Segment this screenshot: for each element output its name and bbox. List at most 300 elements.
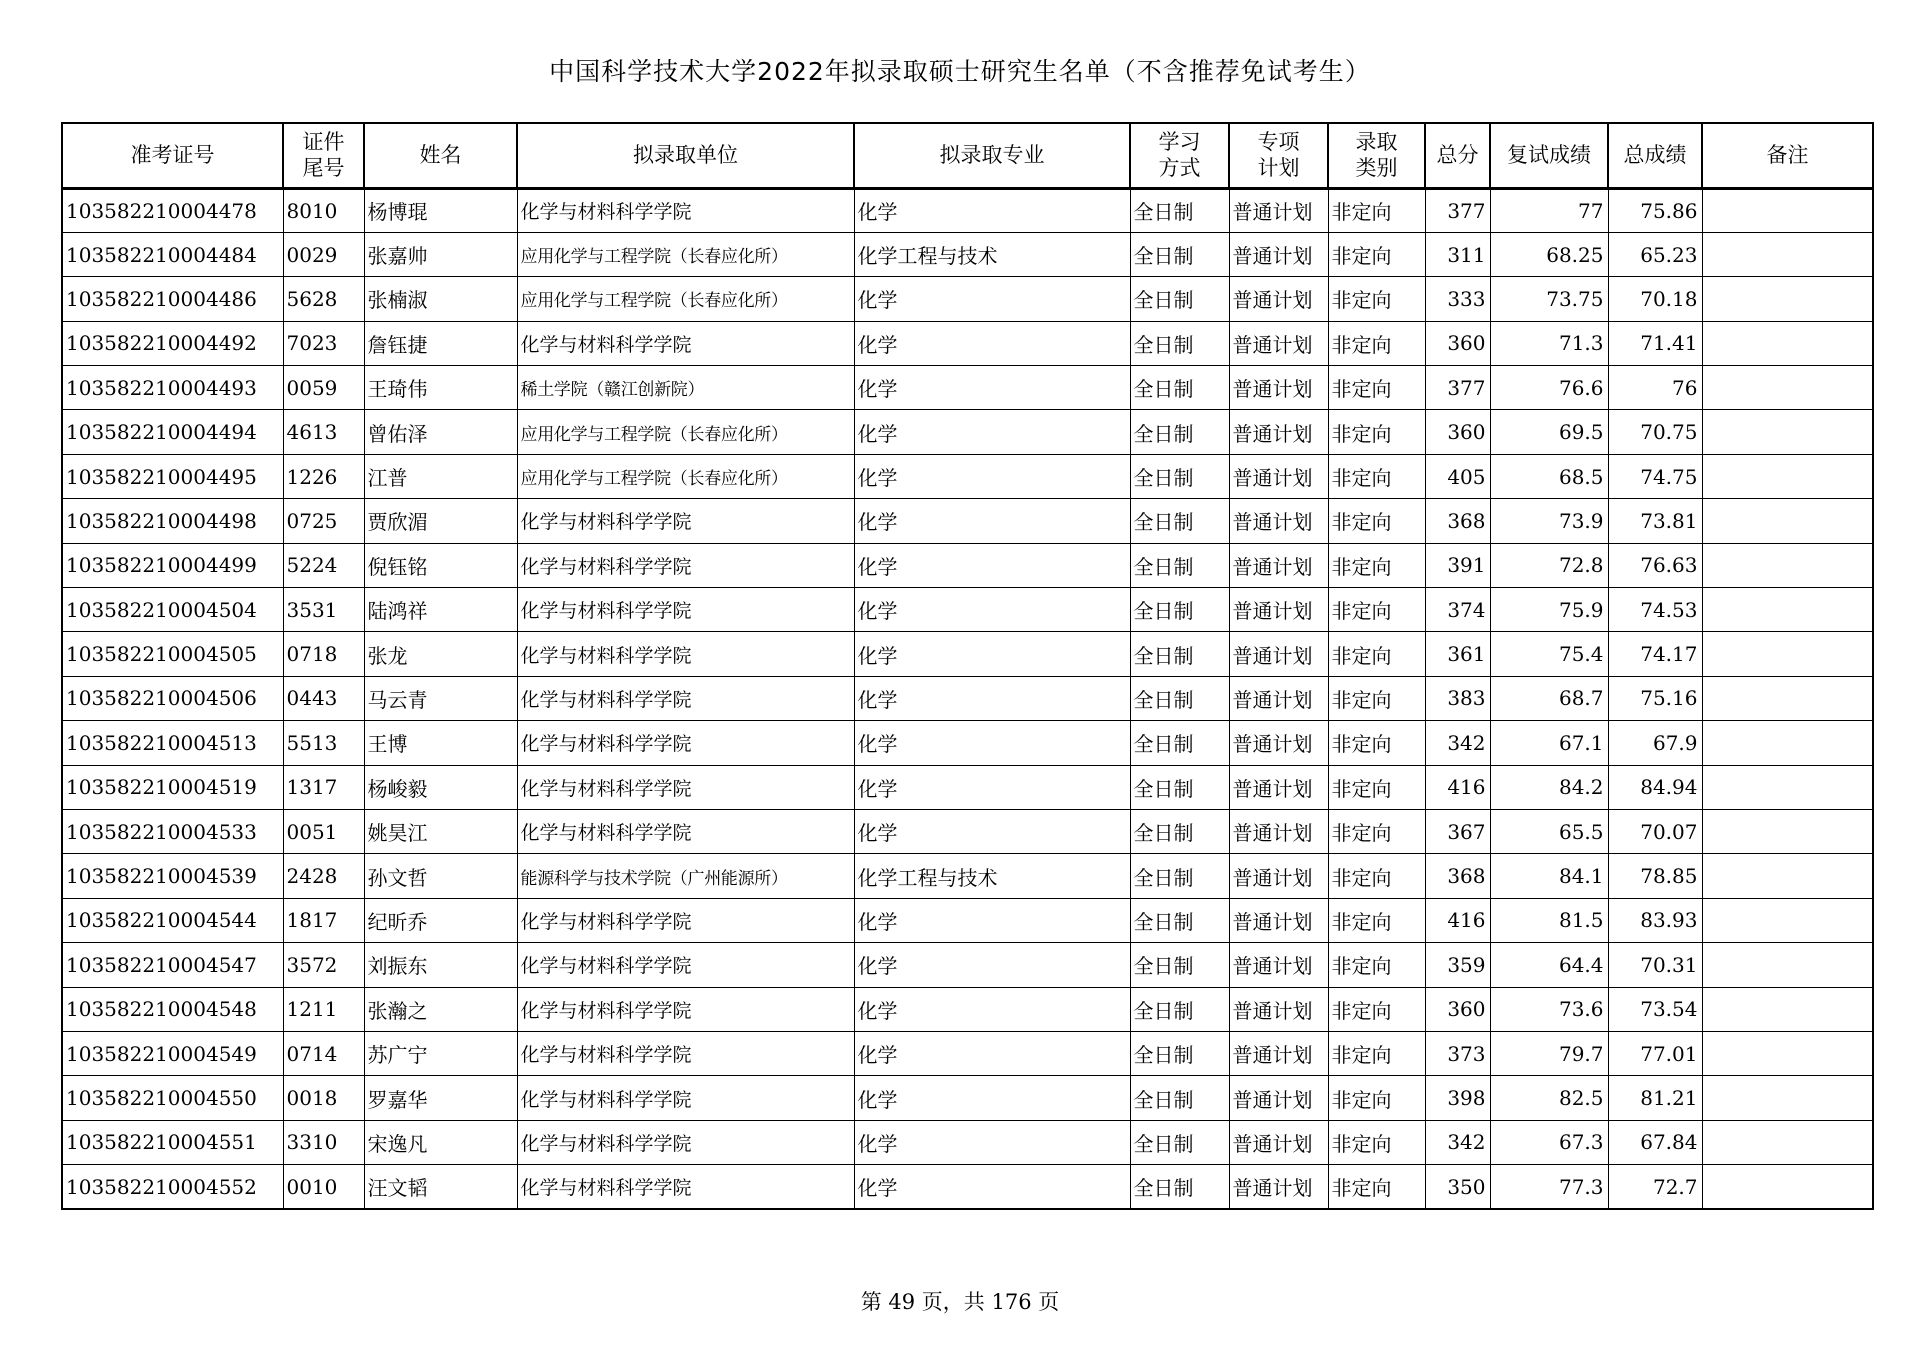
unit-cell: 应用化学与工程学院（长春应化所）: [517, 454, 854, 498]
table-row: [62, 676, 1873, 720]
remark-cell: [1702, 454, 1873, 498]
table-row: [62, 987, 1873, 1031]
name-cell: 倪钰铭: [364, 543, 517, 587]
admission-type-cell: 非定向: [1328, 588, 1425, 632]
id-suffix-cell: 1317: [283, 765, 364, 809]
final-score-cell: 78.85: [1608, 854, 1702, 898]
admission-type-cell: 非定向: [1328, 499, 1425, 543]
id-suffix-cell: 3531: [283, 588, 364, 632]
column-header: 总分: [1425, 123, 1490, 188]
table-row: [62, 765, 1873, 809]
admission-type-cell: 非定向: [1328, 277, 1425, 321]
admission-type-cell: 非定向: [1328, 410, 1425, 454]
table-row: [62, 543, 1873, 587]
exam-id-cell: 103582210004493: [62, 366, 283, 410]
study-mode-cell: 全日制: [1130, 1120, 1229, 1164]
major-cell: 化学: [854, 676, 1130, 720]
table-row: [62, 588, 1873, 632]
remark-cell: [1702, 499, 1873, 543]
major-cell: 化学: [854, 1076, 1130, 1120]
total-score-cell: 416: [1425, 765, 1490, 809]
retest-score-cell: 75.9: [1490, 588, 1608, 632]
name-cell: 王博: [364, 721, 517, 765]
study-mode-cell: 全日制: [1130, 1031, 1229, 1075]
id-suffix-cell: 0010: [283, 1165, 364, 1209]
unit-cell: 稀土学院（赣江创新院）: [517, 366, 854, 410]
retest-score-cell: 84.2: [1490, 765, 1608, 809]
study-mode-cell: 全日制: [1130, 1076, 1229, 1120]
unit-cell: 化学与材料科学学院: [517, 321, 854, 365]
exam-id-cell: 103582210004478: [62, 188, 283, 232]
id-suffix-cell: 2428: [283, 854, 364, 898]
retest-score-cell: 67.1: [1490, 721, 1608, 765]
table-row: [62, 232, 1873, 276]
unit-cell: 应用化学与工程学院（长春应化所）: [517, 410, 854, 454]
study-mode-cell: 全日制: [1130, 410, 1229, 454]
total-score-cell: 342: [1425, 721, 1490, 765]
admission-type-cell: 非定向: [1328, 632, 1425, 676]
final-score-cell: 73.54: [1608, 987, 1702, 1031]
special-plan-cell: 普通计划: [1229, 943, 1328, 987]
id-suffix-cell: 5513: [283, 721, 364, 765]
exam-id-cell: 103582210004506: [62, 676, 283, 720]
exam-id-cell: 103582210004539: [62, 854, 283, 898]
special-plan-cell: 普通计划: [1229, 898, 1328, 942]
column-header: 录取 类别: [1328, 123, 1425, 188]
special-plan-cell: 普通计划: [1229, 854, 1328, 898]
retest-score-cell: 81.5: [1490, 898, 1608, 942]
table-row: [62, 1120, 1873, 1164]
study-mode-cell: 全日制: [1130, 366, 1229, 410]
major-cell: 化学: [854, 410, 1130, 454]
total-score-cell: 361: [1425, 632, 1490, 676]
page-number: 第 49 页，共 176 页: [860, 1290, 1060, 1314]
special-plan-cell: 普通计划: [1229, 632, 1328, 676]
remark-cell: [1702, 1031, 1873, 1075]
name-cell: 马云青: [364, 676, 517, 720]
study-mode-cell: 全日制: [1130, 277, 1229, 321]
special-plan-cell: 普通计划: [1229, 543, 1328, 587]
major-cell: 化学: [854, 632, 1130, 676]
table-row: [62, 632, 1873, 676]
admission-type-cell: 非定向: [1328, 1031, 1425, 1075]
study-mode-cell: 全日制: [1130, 898, 1229, 942]
id-suffix-cell: 3572: [283, 943, 364, 987]
special-plan-cell: 普通计划: [1229, 410, 1328, 454]
total-score-cell: 416: [1425, 898, 1490, 942]
remark-cell: [1702, 1120, 1873, 1164]
study-mode-cell: 全日制: [1130, 632, 1229, 676]
total-score-cell: 311: [1425, 232, 1490, 276]
total-score-cell: 350: [1425, 1165, 1490, 1209]
name-cell: 罗嘉华: [364, 1076, 517, 1120]
total-score-cell: 360: [1425, 410, 1490, 454]
major-cell: 化学: [854, 188, 1130, 232]
retest-score-cell: 77: [1490, 188, 1608, 232]
name-cell: 苏广宁: [364, 1031, 517, 1075]
special-plan-cell: 普通计划: [1229, 987, 1328, 1031]
total-score-cell: 383: [1425, 676, 1490, 720]
name-cell: 姚昊江: [364, 809, 517, 853]
table-row: [62, 721, 1873, 765]
unit-cell: 化学与材料科学学院: [517, 809, 854, 853]
document-title: 中国科学技术大学2022年拟录取硕士研究生名单（不含推荐免试考生）: [549, 57, 1371, 86]
study-mode-cell: 全日制: [1130, 854, 1229, 898]
final-score-cell: 65.23: [1608, 232, 1702, 276]
id-suffix-cell: 0718: [283, 632, 364, 676]
exam-id-cell: 103582210004552: [62, 1165, 283, 1209]
unit-cell: 化学与材料科学学院: [517, 943, 854, 987]
name-cell: 刘振东: [364, 943, 517, 987]
id-suffix-cell: 7023: [283, 321, 364, 365]
name-cell: 张瀚之: [364, 987, 517, 1031]
unit-cell: 化学与材料科学学院: [517, 543, 854, 587]
special-plan-cell: 普通计划: [1229, 1120, 1328, 1164]
unit-cell: 化学与材料科学学院: [517, 1076, 854, 1120]
retest-score-cell: 73.6: [1490, 987, 1608, 1031]
table-row: [62, 943, 1873, 987]
study-mode-cell: 全日制: [1130, 321, 1229, 365]
special-plan-cell: 普通计划: [1229, 809, 1328, 853]
remark-cell: [1702, 588, 1873, 632]
exam-id-cell: 103582210004498: [62, 499, 283, 543]
id-suffix-cell: 8010: [283, 188, 364, 232]
final-score-cell: 71.41: [1608, 321, 1702, 365]
study-mode-cell: 全日制: [1130, 765, 1229, 809]
final-score-cell: 84.94: [1608, 765, 1702, 809]
total-score-cell: 391: [1425, 543, 1490, 587]
table-row: [62, 898, 1873, 942]
id-suffix-cell: 3310: [283, 1120, 364, 1164]
special-plan-cell: 普通计划: [1229, 277, 1328, 321]
remark-cell: [1702, 765, 1873, 809]
exam-id-cell: 103582210004513: [62, 721, 283, 765]
admission-type-cell: 非定向: [1328, 1076, 1425, 1120]
exam-id-cell: 103582210004549: [62, 1031, 283, 1075]
final-score-cell: 67.9: [1608, 721, 1702, 765]
special-plan-cell: 普通计划: [1229, 454, 1328, 498]
remark-cell: [1702, 1165, 1873, 1209]
major-cell: 化学: [854, 454, 1130, 498]
exam-id-cell: 103582210004547: [62, 943, 283, 987]
table-row: [62, 321, 1873, 365]
unit-cell: 应用化学与工程学院（长春应化所）: [517, 277, 854, 321]
unit-cell: 化学与材料科学学院: [517, 676, 854, 720]
major-cell: 化学工程与技术: [854, 232, 1130, 276]
admission-type-cell: 非定向: [1328, 721, 1425, 765]
retest-score-cell: 71.3: [1490, 321, 1608, 365]
study-mode-cell: 全日制: [1130, 543, 1229, 587]
major-cell: 化学: [854, 1165, 1130, 1209]
retest-score-cell: 77.3: [1490, 1165, 1608, 1209]
unit-cell: 化学与材料科学学院: [517, 632, 854, 676]
study-mode-cell: 全日制: [1130, 676, 1229, 720]
table-row: [62, 1031, 1873, 1075]
remark-cell: [1702, 721, 1873, 765]
admission-type-cell: 非定向: [1328, 366, 1425, 410]
unit-cell: 化学与材料科学学院: [517, 188, 854, 232]
column-header: 复试成绩: [1490, 123, 1608, 188]
final-score-cell: 74.53: [1608, 588, 1702, 632]
id-suffix-cell: 4613: [283, 410, 364, 454]
total-score-cell: 377: [1425, 366, 1490, 410]
id-suffix-cell: 1211: [283, 987, 364, 1031]
table-row: [62, 410, 1873, 454]
final-score-cell: 70.07: [1608, 809, 1702, 853]
total-score-cell: 333: [1425, 277, 1490, 321]
major-cell: 化学: [854, 943, 1130, 987]
special-plan-cell: 普通计划: [1229, 1076, 1328, 1120]
id-suffix-cell: 0443: [283, 676, 364, 720]
table-body: [62, 188, 1873, 1209]
major-cell: 化学: [854, 809, 1130, 853]
admission-type-cell: 非定向: [1328, 1165, 1425, 1209]
remark-cell: [1702, 676, 1873, 720]
exam-id-cell: 103582210004504: [62, 588, 283, 632]
final-score-cell: 72.7: [1608, 1165, 1702, 1209]
retest-score-cell: 65.5: [1490, 809, 1608, 853]
admission-type-cell: 非定向: [1328, 321, 1425, 365]
id-suffix-cell: 0059: [283, 366, 364, 410]
total-score-cell: 342: [1425, 1120, 1490, 1164]
unit-cell: 化学与材料科学学院: [517, 1031, 854, 1075]
retest-score-cell: 76.6: [1490, 366, 1608, 410]
major-cell: 化学工程与技术: [854, 854, 1130, 898]
remark-cell: [1702, 366, 1873, 410]
exam-id-cell: 103582210004494: [62, 410, 283, 454]
name-cell: 孙文哲: [364, 854, 517, 898]
remark-cell: [1702, 987, 1873, 1031]
exam-id-cell: 103582210004492: [62, 321, 283, 365]
unit-cell: 应用化学与工程学院（长春应化所）: [517, 232, 854, 276]
final-score-cell: 77.01: [1608, 1031, 1702, 1075]
name-cell: 纪昕乔: [364, 898, 517, 942]
special-plan-cell: 普通计划: [1229, 676, 1328, 720]
final-score-cell: 76.63: [1608, 543, 1702, 587]
column-header: 准考证号: [62, 123, 283, 188]
table-row: [62, 809, 1873, 853]
exam-id-cell: 103582210004505: [62, 632, 283, 676]
table-row: [62, 277, 1873, 321]
special-plan-cell: 普通计划: [1229, 499, 1328, 543]
study-mode-cell: 全日制: [1130, 588, 1229, 632]
study-mode-cell: 全日制: [1130, 1165, 1229, 1209]
name-cell: 杨峻毅: [364, 765, 517, 809]
id-suffix-cell: 5628: [283, 277, 364, 321]
retest-score-cell: 72.8: [1490, 543, 1608, 587]
special-plan-cell: 普通计划: [1229, 366, 1328, 410]
admission-type-cell: 非定向: [1328, 1120, 1425, 1164]
retest-score-cell: 64.4: [1490, 943, 1608, 987]
table-header-row: [62, 123, 1873, 188]
exam-id-cell: 103582210004484: [62, 232, 283, 276]
final-score-cell: 83.93: [1608, 898, 1702, 942]
admission-type-cell: 非定向: [1328, 987, 1425, 1031]
remark-cell: [1702, 632, 1873, 676]
unit-cell: 化学与材料科学学院: [517, 1165, 854, 1209]
final-score-cell: 74.75: [1608, 454, 1702, 498]
major-cell: 化学: [854, 321, 1130, 365]
admission-type-cell: 非定向: [1328, 543, 1425, 587]
exam-id-cell: 103582210004550: [62, 1076, 283, 1120]
retest-score-cell: 79.7: [1490, 1031, 1608, 1075]
special-plan-cell: 普通计划: [1229, 1031, 1328, 1075]
exam-id-cell: 103582210004495: [62, 454, 283, 498]
exam-id-cell: 103582210004533: [62, 809, 283, 853]
unit-cell: 化学与材料科学学院: [517, 1120, 854, 1164]
retest-score-cell: 68.5: [1490, 454, 1608, 498]
final-score-cell: 70.75: [1608, 410, 1702, 454]
study-mode-cell: 全日制: [1130, 809, 1229, 853]
column-header: 姓名: [364, 123, 517, 188]
total-score-cell: 368: [1425, 854, 1490, 898]
study-mode-cell: 全日制: [1130, 943, 1229, 987]
study-mode-cell: 全日制: [1130, 499, 1229, 543]
study-mode-cell: 全日制: [1130, 987, 1229, 1031]
retest-score-cell: 73.75: [1490, 277, 1608, 321]
name-cell: 宋逸凡: [364, 1120, 517, 1164]
name-cell: 曾佑泽: [364, 410, 517, 454]
exam-id-cell: 103582210004544: [62, 898, 283, 942]
unit-cell: 能源科学与技术学院（广州能源所）: [517, 854, 854, 898]
retest-score-cell: 68.25: [1490, 232, 1608, 276]
remark-cell: [1702, 809, 1873, 853]
column-header: 拟录取专业: [854, 123, 1130, 188]
column-header: 学习 方式: [1130, 123, 1229, 188]
admission-type-cell: 非定向: [1328, 765, 1425, 809]
admission-type-cell: 非定向: [1328, 809, 1425, 853]
name-cell: 汪文韬: [364, 1165, 517, 1209]
total-score-cell: 398: [1425, 1076, 1490, 1120]
table-row: [62, 499, 1873, 543]
column-header: 总成绩: [1608, 123, 1702, 188]
major-cell: 化学: [854, 366, 1130, 410]
admission-type-cell: 非定向: [1328, 898, 1425, 942]
final-score-cell: 67.84: [1608, 1120, 1702, 1164]
table-row: [62, 854, 1873, 898]
column-header: 拟录取单位: [517, 123, 854, 188]
id-suffix-cell: 1817: [283, 898, 364, 942]
column-header: 证件 尾号: [283, 123, 364, 188]
total-score-cell: 405: [1425, 454, 1490, 498]
study-mode-cell: 全日制: [1130, 454, 1229, 498]
id-suffix-cell: 0714: [283, 1031, 364, 1075]
total-score-cell: 373: [1425, 1031, 1490, 1075]
admission-type-cell: 非定向: [1328, 188, 1425, 232]
total-score-cell: 368: [1425, 499, 1490, 543]
special-plan-cell: 普通计划: [1229, 188, 1328, 232]
final-score-cell: 76: [1608, 366, 1702, 410]
major-cell: 化学: [854, 1120, 1130, 1164]
unit-cell: 化学与材料科学学院: [517, 898, 854, 942]
study-mode-cell: 全日制: [1130, 188, 1229, 232]
remark-cell: [1702, 1076, 1873, 1120]
name-cell: 张楠淑: [364, 277, 517, 321]
exam-id-cell: 103582210004499: [62, 543, 283, 587]
special-plan-cell: 普通计划: [1229, 321, 1328, 365]
admission-type-cell: 非定向: [1328, 676, 1425, 720]
unit-cell: 化学与材料科学学院: [517, 765, 854, 809]
exam-id-cell: 103582210004548: [62, 987, 283, 1031]
id-suffix-cell: 5224: [283, 543, 364, 587]
final-score-cell: 74.17: [1608, 632, 1702, 676]
id-suffix-cell: 0029: [283, 232, 364, 276]
retest-score-cell: 82.5: [1490, 1076, 1608, 1120]
unit-cell: 化学与材料科学学院: [517, 721, 854, 765]
remark-cell: [1702, 898, 1873, 942]
name-cell: 杨博琨: [364, 188, 517, 232]
admission-type-cell: 非定向: [1328, 854, 1425, 898]
major-cell: 化学: [854, 898, 1130, 942]
retest-score-cell: 69.5: [1490, 410, 1608, 454]
exam-id-cell: 103582210004486: [62, 277, 283, 321]
major-cell: 化学: [854, 987, 1130, 1031]
unit-cell: 化学与材料科学学院: [517, 588, 854, 632]
unit-cell: 化学与材料科学学院: [517, 987, 854, 1031]
study-mode-cell: 全日制: [1130, 232, 1229, 276]
table-row: [62, 366, 1873, 410]
name-cell: 张嘉帅: [364, 232, 517, 276]
remark-cell: [1702, 277, 1873, 321]
name-cell: 江普: [364, 454, 517, 498]
remark-cell: [1702, 232, 1873, 276]
special-plan-cell: 普通计划: [1229, 588, 1328, 632]
total-score-cell: 377: [1425, 188, 1490, 232]
remark-cell: [1702, 543, 1873, 587]
table-row: [62, 454, 1873, 498]
exam-id-cell: 103582210004519: [62, 765, 283, 809]
study-mode-cell: 全日制: [1130, 721, 1229, 765]
table-row: [62, 1165, 1873, 1209]
remark-cell: [1702, 321, 1873, 365]
remark-cell: [1702, 854, 1873, 898]
special-plan-cell: 普通计划: [1229, 232, 1328, 276]
total-score-cell: 374: [1425, 588, 1490, 632]
major-cell: 化学: [854, 543, 1130, 587]
remark-cell: [1702, 410, 1873, 454]
id-suffix-cell: 0018: [283, 1076, 364, 1120]
special-plan-cell: 普通计划: [1229, 765, 1328, 809]
special-plan-cell: 普通计划: [1229, 721, 1328, 765]
name-cell: 詹钰捷: [364, 321, 517, 365]
unit-cell: 化学与材料科学学院: [517, 499, 854, 543]
special-plan-cell: 普通计划: [1229, 1165, 1328, 1209]
admission-type-cell: 非定向: [1328, 454, 1425, 498]
remark-cell: [1702, 943, 1873, 987]
major-cell: 化学: [854, 277, 1130, 321]
major-cell: 化学: [854, 765, 1130, 809]
admission-table: [61, 122, 1874, 1210]
final-score-cell: 75.86: [1608, 188, 1702, 232]
remark-cell: [1702, 188, 1873, 232]
final-score-cell: 70.18: [1608, 277, 1702, 321]
name-cell: 张龙: [364, 632, 517, 676]
admission-type-cell: 非定向: [1328, 943, 1425, 987]
id-suffix-cell: 0725: [283, 499, 364, 543]
name-cell: 陆鸿祥: [364, 588, 517, 632]
column-header: 备注: [1702, 123, 1873, 188]
major-cell: 化学: [854, 588, 1130, 632]
total-score-cell: 360: [1425, 321, 1490, 365]
column-header: 专项 计划: [1229, 123, 1328, 188]
name-cell: 贾欣湄: [364, 499, 517, 543]
retest-score-cell: 84.1: [1490, 854, 1608, 898]
total-score-cell: 367: [1425, 809, 1490, 853]
final-score-cell: 70.31: [1608, 943, 1702, 987]
retest-score-cell: 67.3: [1490, 1120, 1608, 1164]
major-cell: 化学: [854, 721, 1130, 765]
id-suffix-cell: 0051: [283, 809, 364, 853]
